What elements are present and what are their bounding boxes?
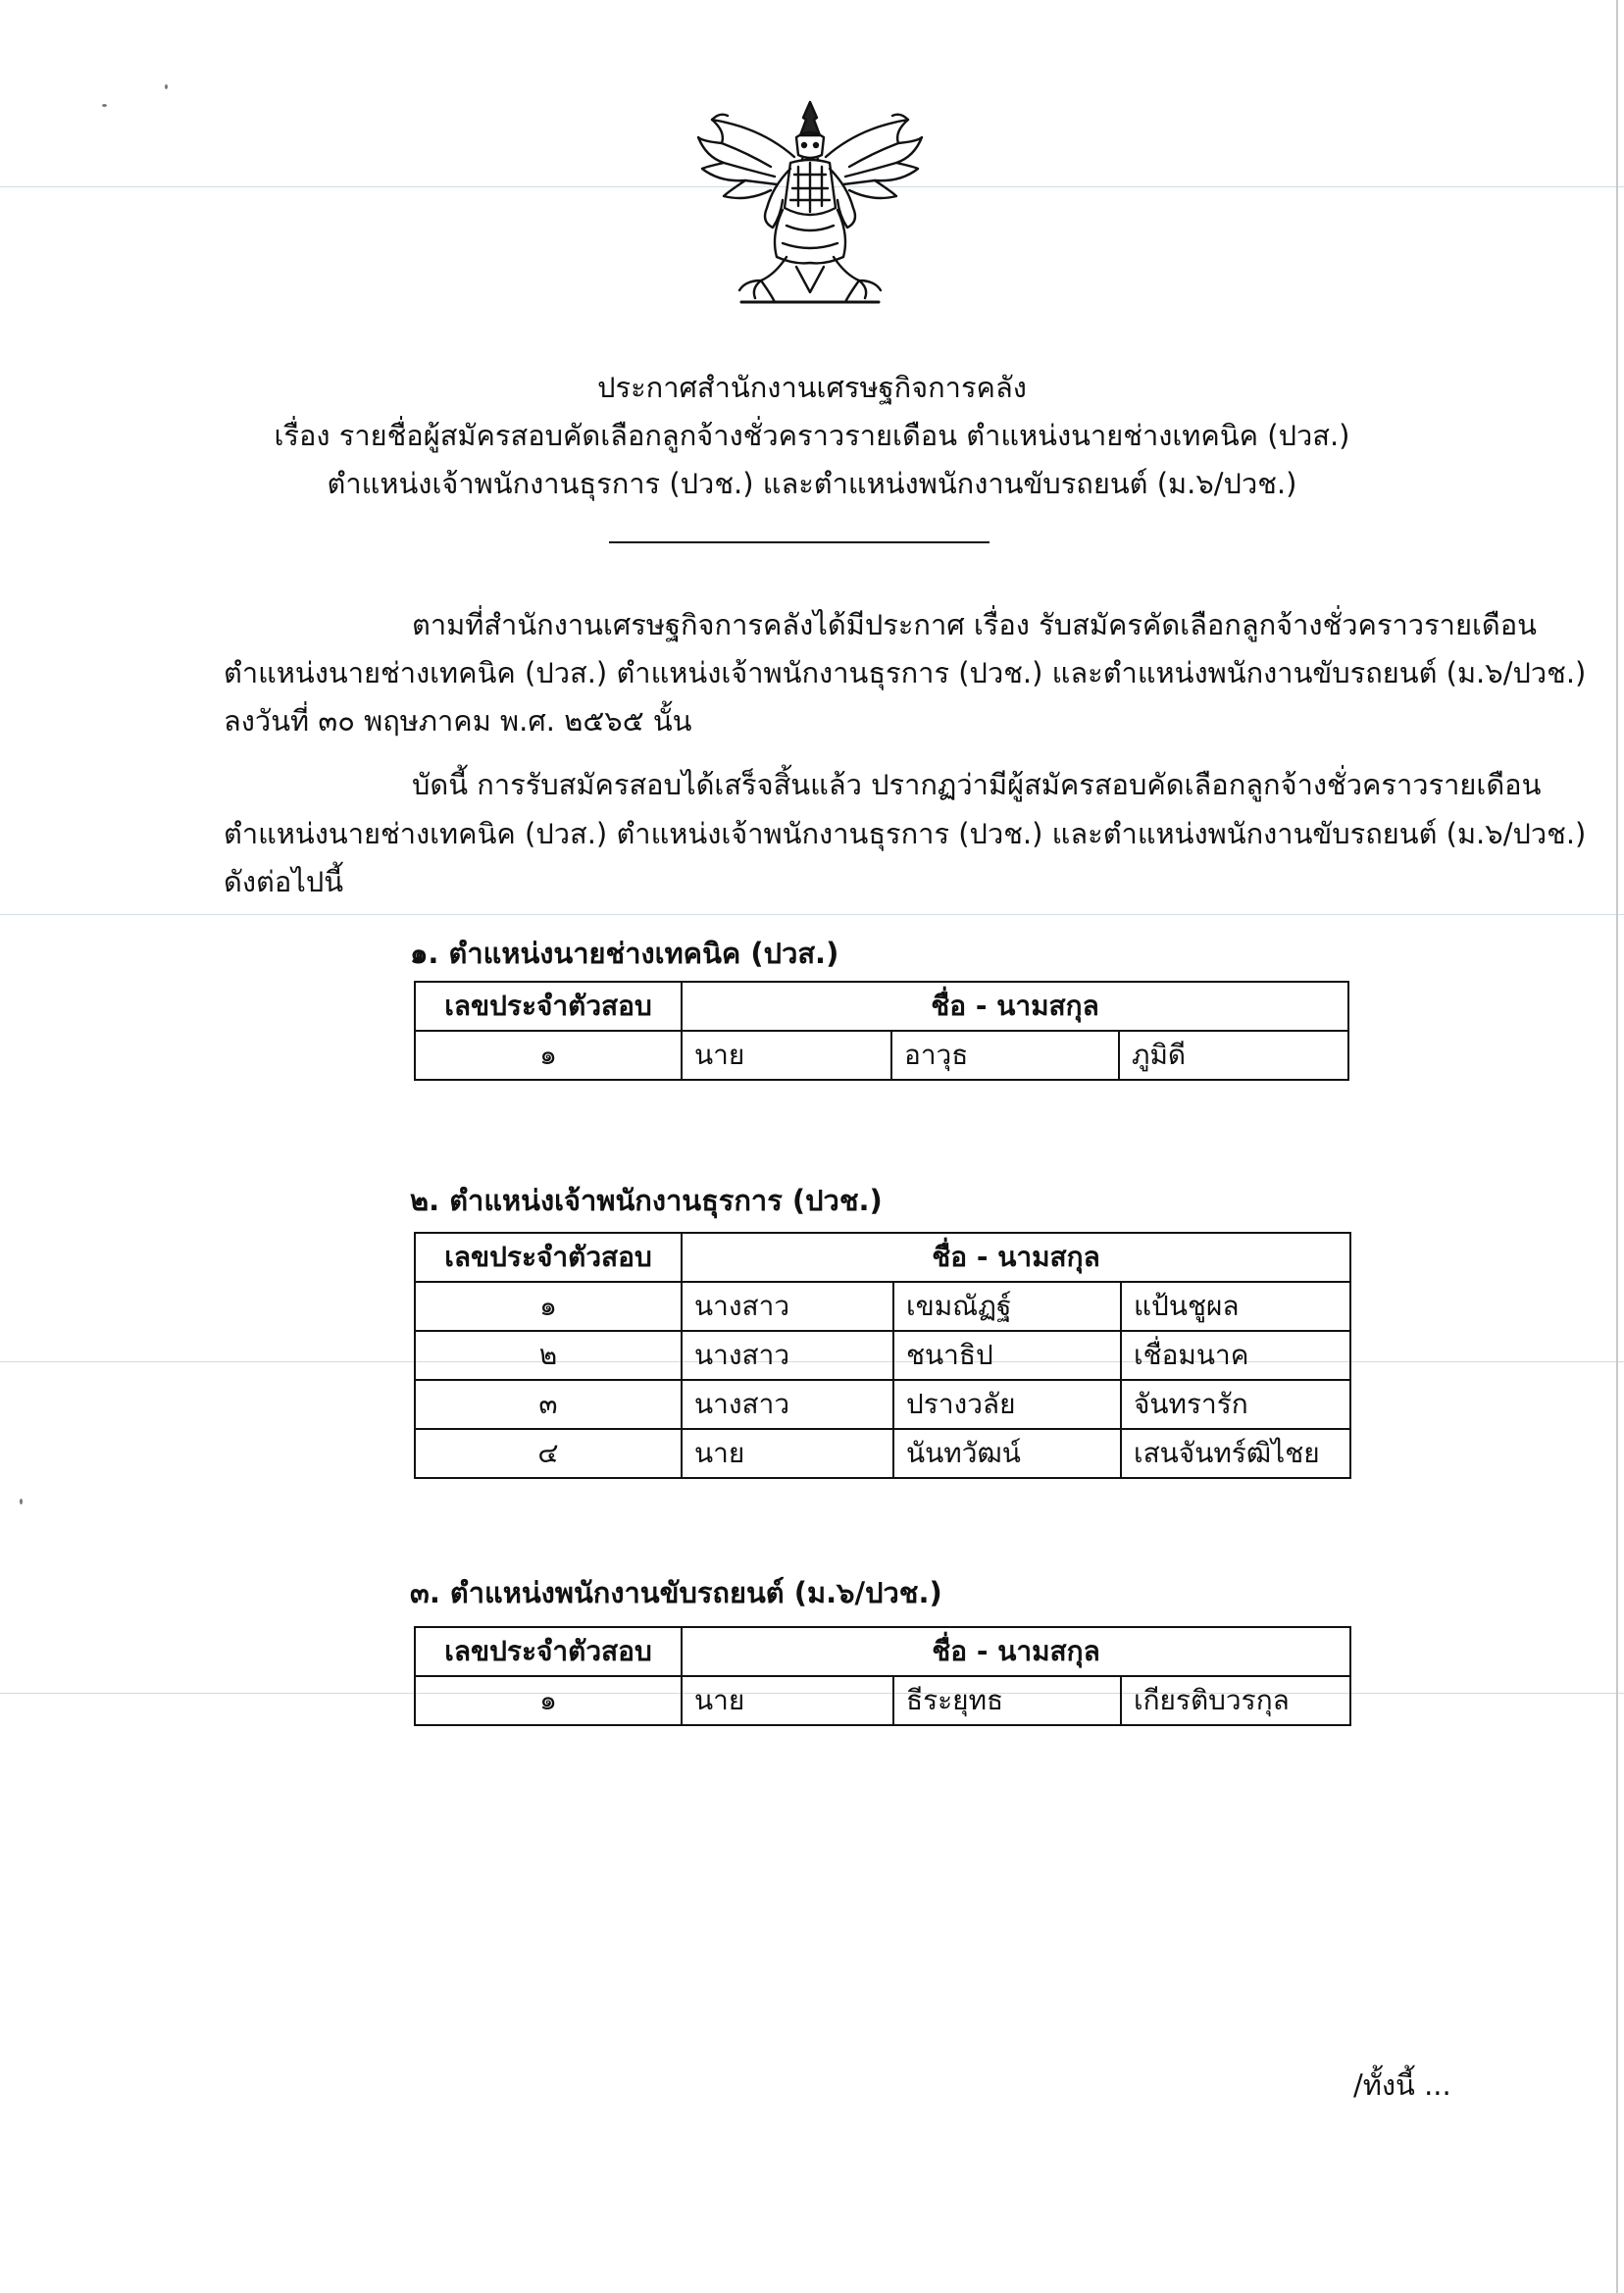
garuda-emblem-icon xyxy=(692,98,928,309)
prefix-cell: นางสาว xyxy=(682,1282,893,1331)
exam-id-cell: ๒ xyxy=(415,1331,682,1380)
scan-speck xyxy=(165,84,168,89)
exam-id-cell: ๓ xyxy=(415,1380,682,1429)
last-name-cell: เสนจันทร์ฒิไชย xyxy=(1121,1429,1350,1478)
scan-speck xyxy=(102,104,107,107)
first-name-cell: อาวุธ xyxy=(891,1031,1119,1080)
section-heading: ๒. ตำแหน่งเจ้าพนักงานธุรการ (ปวช.) xyxy=(410,1184,883,1217)
prefix-cell: นาย xyxy=(682,1429,893,1478)
last-name-cell: จันทรารัก xyxy=(1121,1380,1350,1429)
last-name-cell: ภูมิดี xyxy=(1119,1031,1348,1080)
section-heading: ๑. ตำแหน่งนายช่างเทคนิค (ปวส.) xyxy=(410,937,839,970)
header-full-name: ชื่อ - นามสกุล xyxy=(682,1233,1350,1282)
first-name-cell: เขมณัฏฐ์ xyxy=(893,1282,1121,1331)
paragraph-2-line-1: บัดนี้ การรับสมัครสอบได้เสร็จสิ้นแล้ว ปรากฏว่ามีผู้สมัครสอบคัดเลือกลูกจ้างชั่วคราวรายเดือน xyxy=(412,768,1542,801)
table-row xyxy=(415,1331,1350,1380)
candidate-table-clerk xyxy=(414,1232,1351,1479)
header-full-name: ชื่อ - นามสกุล xyxy=(682,1627,1350,1676)
page-continuation-marker: /ทั้งนี้ ... xyxy=(1353,2068,1451,2102)
paragraph-1-line-2: ตำแหน่งนายช่างเทคนิค (ปวส.) ตำแหน่งเจ้าพนักงานธุรการ (ปวช.) และตำแหน่งพนักงานขับรถยนต์ (ม.๖/ปวช.) xyxy=(224,656,1587,689)
paragraph-2-line-2: ตำแหน่งนายช่างเทคนิค (ปวส.) ตำแหน่งเจ้าพนักงานธุรการ (ปวช.) และตำแหน่งพนักงานขับรถยนต์ (ม.๖/ปวช.) xyxy=(224,817,1587,850)
table-row xyxy=(415,1676,1350,1725)
section-heading: ๓. ตำแหน่งพนักงานขับรถยนต์ (ม.๖/ปวช.) xyxy=(410,1576,942,1609)
scan-guide-line xyxy=(0,914,1624,915)
prefix-cell: นางสาว xyxy=(682,1331,893,1380)
first-name-cell: ชนาธิป xyxy=(893,1331,1121,1380)
header-exam-id: เลขประจำตัวสอบ xyxy=(415,1627,682,1676)
first-name-cell: ธีระยุทธ xyxy=(893,1676,1121,1725)
exam-id-cell: ๑ xyxy=(415,1031,682,1080)
prefix-cell: นาย xyxy=(682,1031,891,1080)
last-name-cell: เกียรติบวรกุล xyxy=(1121,1676,1350,1725)
announcement-subject: เรื่อง รายชื่อผู้สมัครสอบคัดเลือกลูกจ้างชั่วคราวรายเดือน ตำแหน่งนายช่างเทคนิค (ปวส.) xyxy=(274,419,1350,452)
table-row xyxy=(415,1031,1348,1080)
table-row xyxy=(415,1380,1350,1429)
paragraph-1-line-1: ตามที่สำนักงานเศรษฐกิจการคลังได้มีประกาศ เรื่อง รับสมัครคัดเลือกลูกจ้างชั่วคราวรายเดือน xyxy=(412,608,1537,641)
exam-id-cell: ๔ xyxy=(415,1429,682,1478)
header-exam-id: เลขประจำตัวสอบ xyxy=(415,1233,682,1282)
prefix-cell: นางสาว xyxy=(682,1380,893,1429)
paragraph-1-line-3: ลงวันที่ ๓๐ พฤษภาคม พ.ศ. ๒๕๖๕ นั้น xyxy=(224,704,692,738)
page-edge xyxy=(1616,0,1618,2293)
first-name-cell: ปรางวลัย xyxy=(893,1380,1121,1429)
scan-speck xyxy=(20,1499,23,1504)
prefix-cell: นาย xyxy=(682,1676,893,1725)
exam-id-cell: ๑ xyxy=(415,1676,682,1725)
candidate-table-driver xyxy=(414,1626,1351,1726)
candidate-table-technician xyxy=(414,981,1349,1081)
announcement-subject-continued: ตำแหน่งเจ้าพนักงานธุรการ (ปวช.) และตำแหน่งพนักงานขับรถยนต์ (ม.๖/ปวช.) xyxy=(327,467,1297,500)
header-exam-id: เลขประจำตัวสอบ xyxy=(415,982,682,1031)
announcement-title: ประกาศสำนักงานเศรษฐกิจการคลัง xyxy=(597,371,1027,404)
last-name-cell: เชื่อมนาค xyxy=(1121,1331,1350,1380)
title-divider xyxy=(609,541,990,543)
table-row xyxy=(415,1429,1350,1478)
header-full-name: ชื่อ - นามสกุล xyxy=(682,982,1348,1031)
table-row xyxy=(415,1282,1350,1331)
paragraph-2-line-3: ดังต่อไปนี้ xyxy=(224,865,344,898)
last-name-cell: แป้นชูผล xyxy=(1121,1282,1350,1331)
exam-id-cell: ๑ xyxy=(415,1282,682,1331)
first-name-cell: นันทวัฒน์ xyxy=(893,1429,1121,1478)
